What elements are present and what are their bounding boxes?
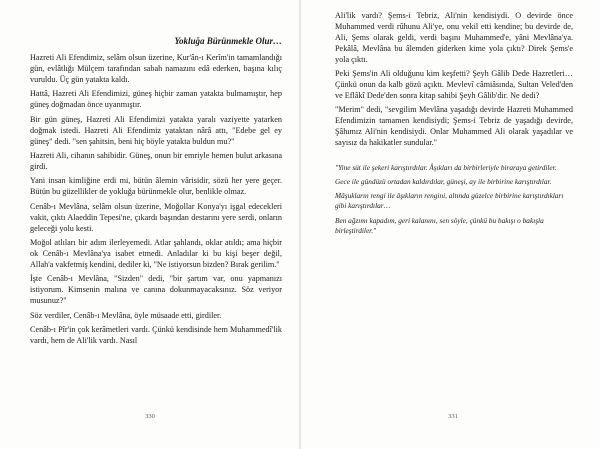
right-text-column xyxy=(335,11,573,240)
paragraph: Cenâb-ı Pîr'in çok kerâmetleri vardı. Çünkü kendisinde hem Muhammedî'lik vardı, hem de Ali'lik vardı. Nasıl xyxy=(30,325,282,346)
paragraph: "Merim" dedi, "sevgilim Mevlâna yaşadığı devirde Hazreti Muhammed Efendimizin tamamen kendisiydi; Şems-i Tebriz de yaşadığı devirde, Şâhımız Ali'nin kendisiydi. Onlar Muhammed Ali olarak yaşadılar ve sayısız da hakikatler sundular." xyxy=(335,105,573,148)
quote-line: Gece ile gündüzü ortadan kaldırdılar, güneşi, ay ile birbirine karıştırdılar. xyxy=(335,177,552,187)
paragraph: Bir gün güneş, Hazreti Ali Efendimizi yatakta yaralı vaziyette yatarken doğmak istedi. Hazreti Ali Efendimiz yataktan nârâ attı, "Edebe gel ey güneş" dedi. "sen şahitsin, beni hiç böyle yatakta buldun mu?" xyxy=(30,114,282,146)
paragraph: Cenâb-ı Mevlâna, selâm olsun üzerine, Moğollar Konya'yı işgal edecekleri vakit, çıktı Alaeddin Tepesi'ne, çıkardı başından destarını yere serdi, onların geleceği yolu kesti. xyxy=(30,201,282,233)
paragraph: Moğol atlıları bir adım ilerleyemedi. Atlar şahlandı, oklar atıldı; ama hiçbir ok Cenâb-ı Mevlâna'ya isabet etmedi. Anladılar ki bu kişi beşer değil, Allah'a vakfetmiş kendini, dediler ki, "Ne istiyorsun bizden? Bırak gerilim." xyxy=(30,238,282,269)
left-text-column xyxy=(30,36,282,351)
page-number-right: 331 xyxy=(448,413,458,420)
paragraph: Hazreti Ali Efendimiz, selâm olsun üzerine, Kur'ân-ı Kerîm'in tamamlandığı gün, evlâtlığı Mülçem tarafından sabah namazını edâ ederken, başına kılıç vuruldu. Üç gün yatakta kaldı. xyxy=(30,53,282,84)
paragraph: Ali'lik vardı? Şems-i Tebriz, Ali'nin kendisiydi. O devirde önce Muhammed verdi rûhunu Ali'ye, onu vekil etti kendine; bu devirde de, Ali, Şems olarak geldi, verdi başını Muhammed'e, yâni Mevlâna'ya. Pekâlâ, Mevlâna bu âlemden giderken kime yola çıktı? Direk Şems'e yola çıktı. xyxy=(335,11,573,64)
page-number-left: 330 xyxy=(145,413,155,420)
paragraph: Peki Şems'in Ali olduğunu kim keşfetti? Şeyh Gâlib Dede Hazretleri… Çünkü onun da kalb gözü açıktı. Mevlevî câmiâsında, Sultan Veled'den ve Eflâkî Dede'den sonra kitap sahibi Şeyh Gâlib'dir. Ne dedi? xyxy=(335,69,573,100)
paragraph: Hattâ, Hazreti Ali Efendimizi, güneş hiçbir zaman yatakta bulmamıştır, hep güneş doğmadan önce uyanmıştır. xyxy=(30,89,282,110)
paragraph: İşte Cenâb-ı Mevlâna, "Sizden" dedi, "bir şartım var, onu yapmanızı istiyorum. Kimsenin malına ve canına dokunmayacaksınız. Söz veriyor musunuz?" xyxy=(30,274,282,306)
right-page xyxy=(301,0,600,449)
paragraph: Yani insan kimliğine erdi mi, bütün âlemin vârisidir, sözü her yere geçer. Bütün bu güzellikler de yokluğa bürünmekle olur, benlikle olmaz. xyxy=(30,176,282,197)
poem-quote xyxy=(335,163,573,236)
paragraph: Söz verdiler, Cenâb-ı Mevlâna, öyle müsaade etti, girdiler. xyxy=(30,310,222,320)
paragraph: Hazreti Ali, cihanın sahibidir. Güneş, onun bir emriyle hemen bulut arkasına girdi. xyxy=(30,151,282,171)
quote-line: Ben ağzımı kapadım, geri kalanını, sen söyle, çünkü bu bakışı o bakışla birleştirdiler." xyxy=(335,215,544,235)
quote-line: Mâşukların rengi ile âşıkların rengini, altında güzelce birbirine karıştırdıkları gibi karıştırdılar… xyxy=(335,191,564,211)
left-page xyxy=(0,0,299,449)
chapter-title: Yokluğa Bürünmekle Olur… xyxy=(174,36,282,46)
quote-line: "Yine süt ile şekeri karıştırdılar. Âşıkları da birbirleriyle biraraya getirdiler. xyxy=(335,163,557,173)
